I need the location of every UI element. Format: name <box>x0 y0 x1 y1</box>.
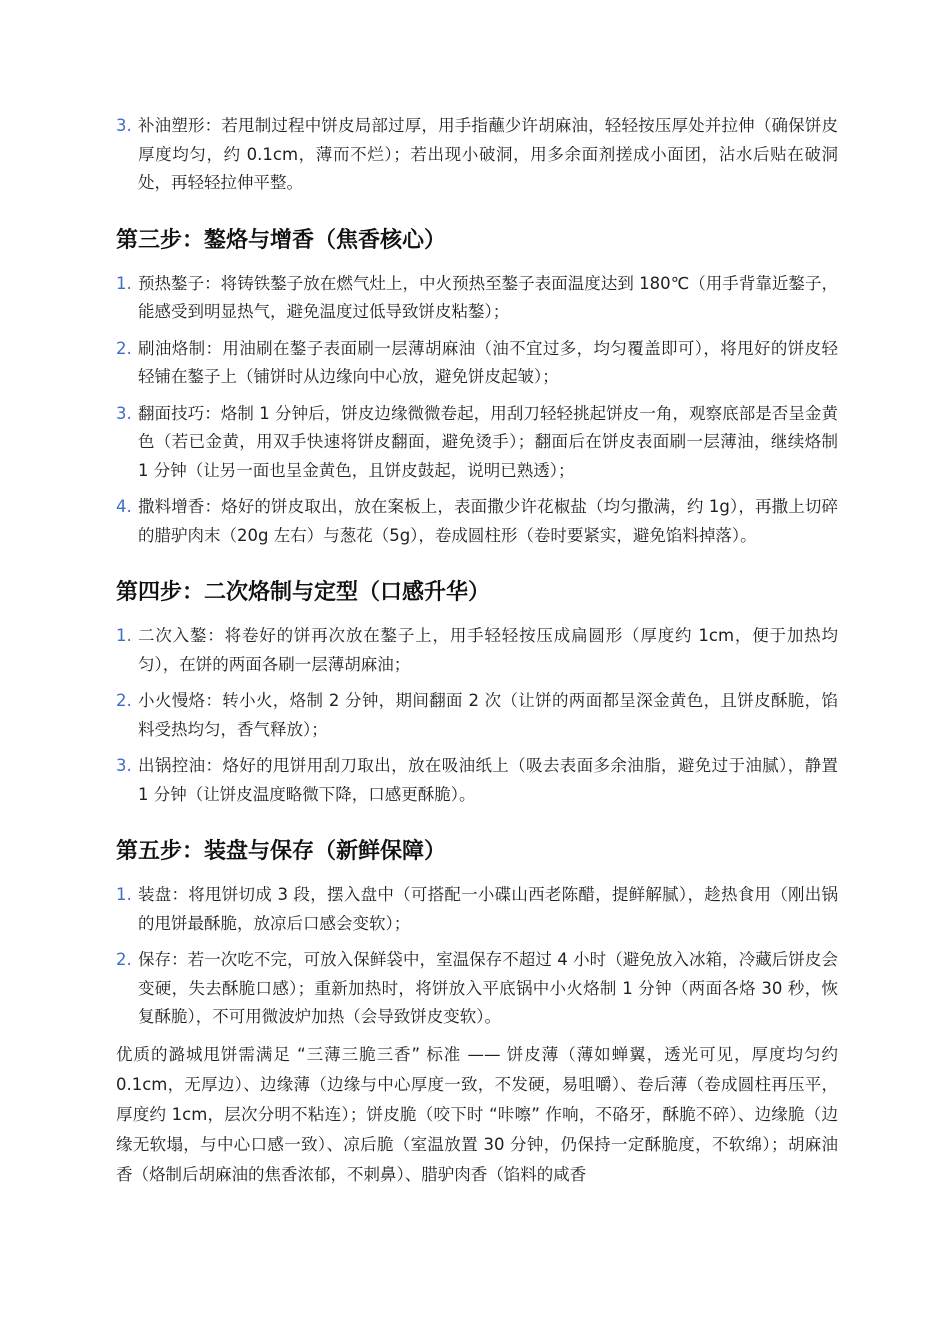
step-five-list <box>116 881 838 1032</box>
list-item <box>116 881 838 938</box>
list-number: 1. <box>116 273 132 293</box>
list-number: 2. <box>116 691 132 710</box>
list-number: 1. <box>116 885 132 904</box>
list-item <box>116 270 838 327</box>
list-item <box>116 400 838 486</box>
list-number: 3. <box>116 403 132 423</box>
list-text: 保存：若一次吃不完，可放入保鲜袋中，室温保存不超过 4 小时（避免放入冰箱，冷藏后饼皮会变硬，失去酥脆口感）；重新加热时，将饼放入平底锅中小火烙制 1 分钟（两面各烙 30 秒，恢复酥脆），不可用微波炉加热（会导致饼皮变软）。 <box>138 950 838 1026</box>
list-number: 4. <box>116 497 132 516</box>
step-three-list <box>116 270 838 551</box>
list-item <box>116 687 838 744</box>
section-heading-step-five: 第五步：装盘与保存（新鲜保障） <box>116 839 447 864</box>
closing-paragraph: 优质的潞城甩饼需满足 “三薄三脆三香” 标准 —— 饼皮薄（薄如蝉翼，透光可见，厚度均匀约 0.1cm，无厚边）、边缘薄（边缘与中心厚度一致，不发硬，易咀嚼）、卷后薄（卷成圆柱再压平，厚度约 1cm，层次分明不粘连）；饼皮脆（咬下时 “咔嚓” 作响，不硌牙，酥脆不碎）、边缘脆（边缘无软塌，与中心口感一致）、凉后脆（室温放置 30 分钟，仍保持一定酥脆度，不软绵）；胡麻油香（烙制后胡麻油的焦香浓郁，不刺鼻）、腊驴肉香（馅料的咸香 <box>116 1044 838 1184</box>
list-item <box>116 335 838 392</box>
list-item <box>116 752 838 809</box>
list-number: 1. <box>116 626 132 645</box>
step-two-continued-list <box>116 112 838 198</box>
list-text: 撒料增香：烙好的饼皮取出，放在案板上，表面撒少许花椒盐（均匀撒满，约 1g），再撒上切碎的腊驴肉末（20g 左右）与葱花（5g），卷成圆柱形（卷时要紧实，避免馅料掉落）。 <box>138 497 838 545</box>
list-text: 出锅控油：烙好的甩饼用刮刀取出，放在吸油纸上（吸去表面多余油脂，避免过于油腻），静置 1 分钟（让饼皮温度略微下降，口感更酥脆）。 <box>138 756 838 804</box>
section-heading-step-three: 第三步：鏊烙与增香（焦香核心） <box>116 227 447 253</box>
step-four-list <box>116 622 838 809</box>
list-text: 翻面技巧：烙制 1 分钟后，饼皮边缘微微卷起，用刮刀轻轻挑起饼皮一角，观察底部是否呈金黄色（若已金黄，用双手快速将饼皮翻面，避免烫手）；翻面后在饼皮表面刷一层薄油，继续烙制 1 分钟（让另一面也呈金黄色，且饼皮鼓起，说明已熟透）； <box>138 403 838 480</box>
list-text: 预热鏊子：将铸铁鏊子放在燃气灶上，中火预热至鏊子表面温度达到 180℃（用手背靠近鏊子，能感受到明显热气，避免温度过低导致饼皮粘鏊）； <box>138 273 838 321</box>
list-item <box>116 946 838 1032</box>
list-number: 2. <box>116 338 132 358</box>
list-text: 补油塑形：若甩制过程中饼皮局部过厚，用手指蘸少许胡麻油，轻轻按压厚处并拉伸（确保饼皮厚度均匀，约 0.1cm，薄而不烂）；若出现小破洞，用多余面剂搓成小面团，沾水后贴在破洞处，再轻轻拉伸平整。 <box>138 116 838 192</box>
section-heading-step-four: 第四步：二次烙制与定型（口感升华） <box>116 580 491 605</box>
list-text: 刷油烙制：用油刷在鏊子表面刷一层薄胡麻油（油不宜过多，均匀覆盖即可），将甩好的饼皮轻轻铺在鏊子上（铺饼时从边缘向中心放，避免饼皮起皱）； <box>138 338 838 386</box>
list-item <box>116 622 838 679</box>
list-item <box>116 112 838 198</box>
list-number: 2. <box>116 950 132 969</box>
list-number: 3. <box>116 756 132 775</box>
list-text: 小火慢烙：转小火，烙制 2 分钟，期间翻面 2 次（让饼的两面都呈深金黄色，且饼皮酥脆，馅料受热均匀，香气释放）； <box>138 691 838 739</box>
document-page <box>116 112 838 1190</box>
list-text: 装盘：将甩饼切成 3 段，摆入盘中（可搭配一小碟山西老陈醋，提鲜解腻），趁热食用（刚出锅的甩饼最酥脆，放凉后口感会变软）； <box>138 885 838 933</box>
list-number: 3. <box>116 116 132 135</box>
list-text: 二次入鏊：将卷好的饼再次放在鏊子上，用手轻轻按压成扁圆形（厚度约 1cm，便于加热均匀），在饼的两面各刷一层薄胡麻油； <box>138 626 838 674</box>
list-item <box>116 493 838 550</box>
